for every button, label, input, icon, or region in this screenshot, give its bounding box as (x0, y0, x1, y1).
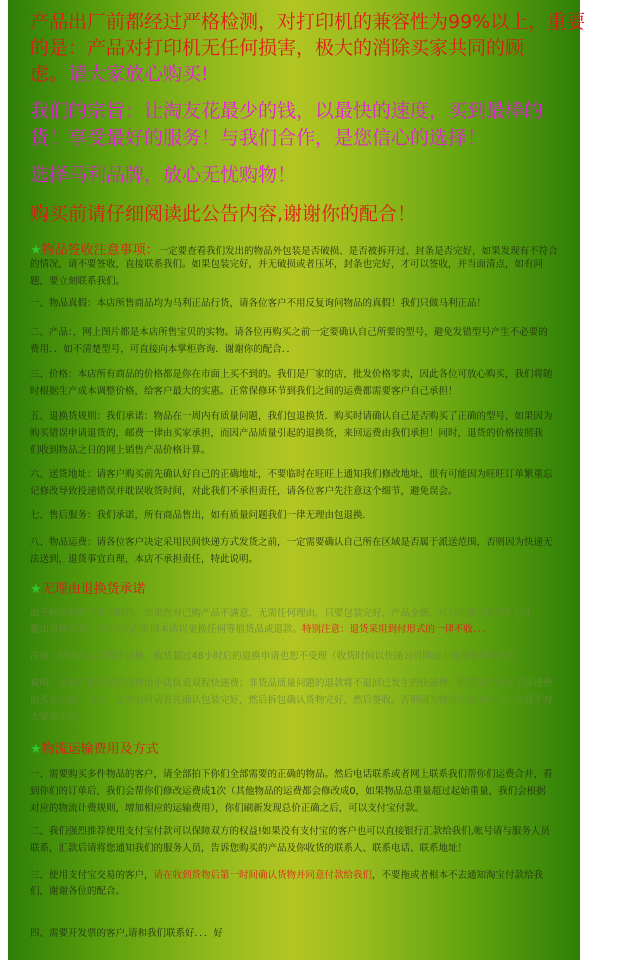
section-title-text: 物流运输费用及方式 (41, 742, 159, 757)
policy-item-line (30, 295, 486, 312)
text-span: 六、送货地址：请客户购买前先确认好自己的正确地址，不要临时在旺旺上通知我们修改地址，很有可能因为旺旺订单繁重忘 (30, 469, 553, 480)
buy-assured-text: 请大家放心购买! (68, 63, 209, 85)
text-span: 联系，汇款后请将您通知我们的服务人员，告诉您购买的产品及你收货的联系人、联系电话、联系地址！ (30, 843, 468, 854)
policy-item-line (30, 425, 543, 442)
text-span: 购买错误申请退货的，邮费一律由买家承担，而因产品质量引起的退换货，来回运费由我们承担！同时，退货的价格按照我 (30, 428, 544, 439)
returns-note-line (30, 648, 517, 665)
text-span: ，不要拖或者根本不去通知淘宝付款给我 (372, 870, 544, 881)
policy-item-line (30, 483, 458, 500)
text-span: 题，要立刻联系我们。 (30, 276, 126, 287)
text-span: 七、售后服务：我们承诺，所有商品售出，如有质量问题我们一律无理由包退换． (30, 510, 373, 521)
text-span: 注意：特价商品等都不退换，收货超过48小时后的退换申请也恕不受理（收货时间以快递公司网站上的签收时间为准 (30, 651, 518, 662)
text-span: 三、价格：本店所有商品的价格都是你在市面上买不到的。我们是厂家的店，批发价格零卖，因此各位可放心购买，我们将随 (30, 369, 553, 380)
policy-item-line (30, 466, 553, 483)
read-notice-text: 购买前请仔细阅读此公告内容,谢谢你的配合！ (30, 203, 417, 225)
section-title-returns (30, 578, 146, 597)
text-span: 八、物品运费：请各位客户决定采用民间快递方式发货之前，一定需要确认自己所在区域是否属于派送范围，否则因为快递无 (30, 537, 553, 548)
policy-item-line (30, 507, 372, 524)
shipping-text-line (30, 840, 467, 857)
mission-line-1: 我们的宗旨：让淘友花最少的钱，以最快的速度，买到最棒的 (30, 100, 544, 122)
text-span: 法送到，退货事宜自理，本店不承担责任，特此说明。 (30, 554, 259, 565)
text-span: 一、物品真假：本店所售商品均为马利正品行货，请各位客户不用反复询问物品的真假！我们只做马利正品！ (30, 298, 487, 309)
text-span: 二、我们强烈推荐使用支付宝付款可以保障双方的权益!如果没有支付宝的客户也可以直接银行汇款给我们,帐号请与服务人员 (30, 826, 550, 837)
policy-item-line (30, 383, 458, 400)
returns-text-line (30, 605, 530, 622)
confirm-payment-text: 请在收到货物后第一时间确认货物并同意付款给我们 (153, 870, 373, 881)
notice-panel (8, 0, 586, 960)
section-title-shipping (30, 738, 159, 757)
shipping-text-line (30, 766, 553, 783)
text-span: 四、需要开发票的客户,请和我们联系好．．．好 (30, 928, 224, 939)
section-title-text: 物品签收注意事项： (41, 243, 159, 258)
signing-text-line (30, 256, 543, 273)
text-span: 记修改导致投递错误并耽误收货时间，对此我们不承担责任，请各位客户先注意这个细节，避免误会。 (30, 486, 458, 497)
shipping-text-line (30, 783, 546, 800)
star-icon: ★ (30, 243, 42, 258)
policy-item-line (30, 551, 258, 568)
intro-line-2: 虑。请大家放心购买! (30, 63, 209, 85)
important-label: 重要 (547, 11, 586, 33)
text-span: 对应的物流计费规则，增加相应的运输费用），你们刷新发现总价正确之后，可以支付宝付款。 (30, 803, 425, 814)
signing-intro-text: 一定要查看我们发出的物品外包装是否破损、是否被拆开过、封条是否完好，如果发现有不符合 (158, 246, 558, 257)
text-span: 二、产品：，网上图片都是本店所售宝贝的实物。请各位再购买之前一定要确认自己所要的型号，避免发错型号产生不必要的 (30, 327, 548, 338)
signing-text-line (30, 273, 125, 290)
text-span: 的情况，请不要签收，直接联系我们。如果包装完好，并无破损或者压坏，封条也完好，才可以签收，并当面清点，如有问 (30, 259, 544, 270)
star-icon: ★ (30, 582, 42, 597)
returns-explain-line (30, 692, 553, 709)
shipping-text-line (30, 883, 125, 900)
text-span: 五、退换货规则：我们承诺：物品在一周内有质量问题，我们包退换货．购买时请确认自己是否购买了正确的型号，如果因为 (30, 411, 553, 422)
returns-explain-line (30, 675, 553, 692)
special-notice-text: 特别注意：退货采用到付形式的一律不收．．． (302, 624, 493, 635)
text-span: 们收到物品之日的网上销售产品价格计算。 (30, 445, 211, 456)
star-icon: ★ (30, 742, 42, 757)
policy-item-line (30, 408, 553, 425)
shipping-text-line (30, 823, 550, 840)
policy-item-line (30, 534, 553, 551)
text-span: 三、使用支付宝交易的客户， (30, 870, 154, 881)
text-span: 们，谢谢各位的配合。 (30, 886, 126, 897)
text-span: 时根据生产成本调整价格，给客户最大的实惠。正常保修环节到我们之间的运费都需要客户自己承担！ (30, 386, 458, 397)
text-span: 说明：质量问题引发的退换由小店负责双程快递费；非货品质量问题的退款将不退回已发生的快递费，换货的所有相关快递费 (30, 678, 553, 689)
shipping-text-line (30, 867, 543, 884)
policy-item-line (30, 341, 296, 358)
mission-line-2: 货！享受最好的服务！与我们合作，是您信心的选择！ (30, 127, 487, 149)
intro-line-0: 产品出厂前都经过严格检测，对打印机的兼容性为99%以上，重要 (30, 11, 586, 33)
text-span: 由于网络购物存在局限性，如果您对已购产品不满意，无需任何理由，只要包装完好、产品全新、可以在收到货物5天内 (30, 608, 531, 619)
policy-item-line (30, 366, 553, 383)
policy-item-line (30, 442, 211, 459)
section-title-text: 无理由退换货承诺 (41, 582, 146, 597)
policy-item-line (30, 324, 548, 341)
shipping-text-line (30, 800, 424, 817)
text-span: 由买家负担。另外，您签收时请首先确认包装完好，然后拆包确认货物完好，然后签收。否则因为物流引起的争议小店概不对 (30, 695, 553, 706)
returns-explain-line (30, 709, 87, 726)
text-span: 一、需要购买多件物品的客户，请全部拍下你们全部需要的正确的物品。然后电话联系或者网上联系我们帮你们运费合并，看 (30, 769, 553, 780)
intro-line-1: 的是：产品对打印机无任何损害，极大的消除买家共同的顾 (30, 37, 525, 59)
invoice-text-line (30, 925, 223, 942)
text-span: 到你们的订单后，我们会帮你们修改运费成1次（其他物品的运费都会修改成0，如果物品总重量超过起始重量，我们会根据 (30, 786, 546, 797)
text-span: 费用．．如不清楚型号，可直接向本掌柜咨询．谢谢你的配合．． (30, 344, 297, 355)
returns-text-line (30, 621, 492, 638)
text-span: 大家都不好。 (30, 712, 88, 723)
choose-brand-text: 选择马利品牌，放心无忧购物！ (30, 164, 297, 186)
text-span: 提出退换要求，并在5天内发回本店以更换任何等值货品或退款。 (30, 624, 303, 635)
